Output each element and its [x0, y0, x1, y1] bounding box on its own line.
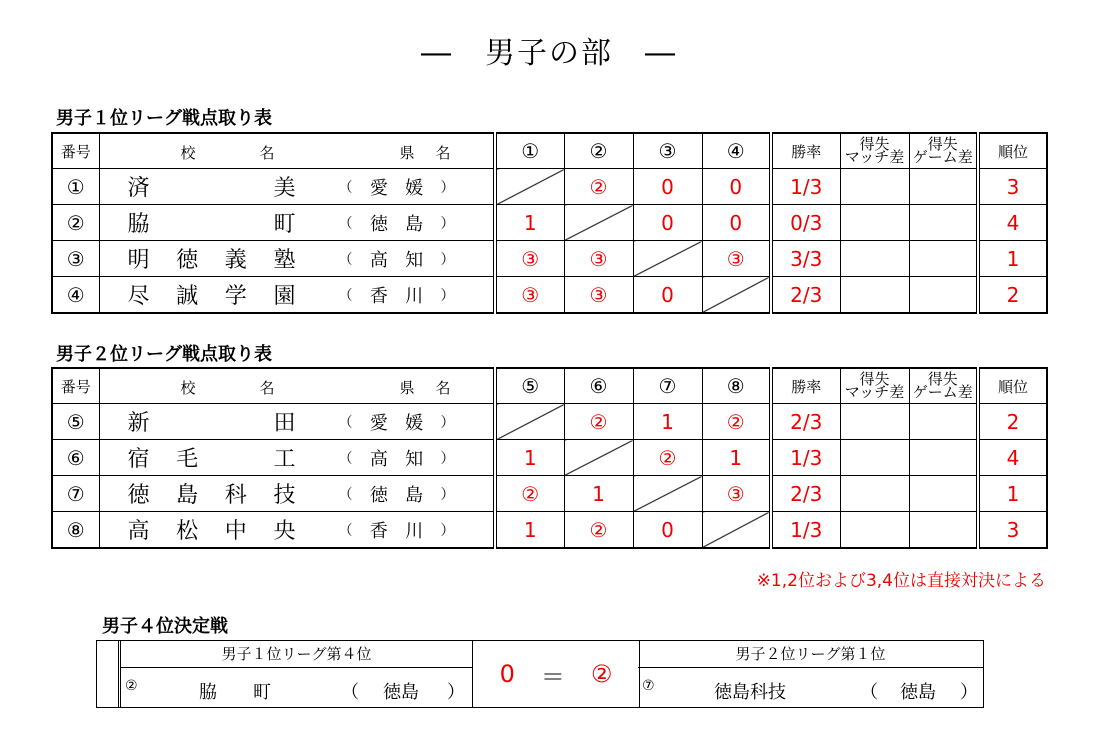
row-no: ⑤ — [52, 404, 99, 440]
header-col-1: ⑤ — [495, 368, 564, 404]
pref-char: 徳 — [369, 213, 388, 235]
final-left-pref: 徳島 — [383, 682, 419, 703]
rank: 4 — [978, 205, 1047, 241]
result-cell: ③ — [495, 277, 564, 314]
paren-open: （ — [338, 287, 353, 304]
match-diff — [840, 512, 909, 549]
game-diff — [909, 205, 978, 241]
table-row — [52, 512, 1047, 549]
team-name-char — [175, 207, 199, 238]
row-team — [99, 404, 495, 440]
result-cell: ③ — [564, 241, 633, 277]
paren-close: ） — [440, 287, 455, 304]
team-name — [127, 171, 297, 202]
team-prefecture — [339, 282, 455, 308]
table-row — [52, 169, 1047, 205]
header-match-diff-text: 得失 マッチ差 — [844, 135, 905, 166]
result-cell: 1 — [633, 404, 702, 440]
team-prefecture — [339, 481, 455, 507]
paren-close: ） — [440, 215, 455, 232]
result-cell: ② — [633, 440, 702, 476]
team-name-char: 松 — [176, 519, 199, 544]
header-rank: 順位 — [978, 133, 1047, 169]
rank: 1 — [978, 241, 1047, 277]
result-cell: ② — [564, 404, 633, 440]
pref-char: 媛 — [405, 412, 424, 434]
paren-open: （ — [338, 486, 353, 503]
win-rate: 1/3 — [771, 169, 840, 205]
team-name-char: 宿 — [127, 447, 150, 472]
final-left-paren-open: （ — [341, 682, 359, 703]
pref-char: 高 — [369, 448, 388, 470]
pref-char: 愛 — [369, 412, 388, 434]
team-name-char: 脇 — [127, 212, 150, 237]
game-diff — [909, 241, 978, 277]
paren-open: （ — [338, 522, 353, 539]
result-cell: ② — [564, 169, 633, 205]
pref-char: 知 — [405, 249, 424, 271]
result-cell: 1 — [495, 512, 564, 549]
team-prefecture — [339, 246, 455, 272]
win-rate: 2/3 — [771, 404, 840, 440]
final-score-left: 0 — [499, 660, 515, 688]
header-col-3: ⑦ — [633, 368, 702, 404]
table-row — [52, 205, 1047, 241]
row-no: ⑥ — [52, 440, 99, 476]
team-name-char: 徳 — [176, 248, 199, 273]
final-right-no: ⑦ — [642, 678, 655, 694]
header-game-diff — [909, 368, 978, 404]
row-team — [99, 169, 495, 205]
header-col-3: ③ — [633, 133, 702, 169]
paren-close: ） — [440, 414, 455, 431]
team-prefecture — [339, 174, 455, 200]
pref-char: 川 — [405, 285, 424, 307]
pref-char: 知 — [405, 448, 424, 470]
team-name — [127, 406, 297, 437]
diagonal-cell — [702, 512, 771, 549]
header-col-1: ① — [495, 133, 564, 169]
table-row — [52, 440, 1047, 476]
row-no: ③ — [52, 241, 99, 277]
game-diff — [909, 169, 978, 205]
match-diff — [840, 404, 909, 440]
pref-char: 香 — [369, 285, 388, 307]
header-match-diff-text: 得失 マッチ差 — [844, 370, 905, 401]
result-cell: ③ — [495, 241, 564, 277]
team-name-char: 尽 — [127, 284, 150, 309]
header-game-diff — [909, 133, 978, 169]
team-name-char: 毛 — [176, 447, 199, 472]
header-no: 番号 — [52, 368, 99, 404]
header-col-2: ⑥ — [564, 368, 633, 404]
team-prefecture — [339, 409, 455, 435]
header-school1: 校 — [180, 144, 196, 162]
win-rate: 2/3 — [771, 277, 840, 314]
team-name-char: 園 — [273, 284, 296, 309]
pref-char: 島 — [405, 484, 424, 506]
result-cell: 0 — [633, 512, 702, 549]
team-name-char: 塾 — [273, 248, 296, 273]
table-row — [52, 404, 1047, 440]
league2-table — [51, 367, 1048, 549]
rank: 3 — [978, 512, 1047, 549]
header-school2: 名 — [259, 379, 275, 397]
league1-title: 男子１位リーグ戦点取り表 — [56, 108, 272, 129]
team-name-char: 島 — [176, 483, 199, 508]
match-diff — [840, 440, 909, 476]
win-rate: 2/3 — [771, 476, 840, 512]
header-pref1: 県 — [399, 144, 415, 162]
match-diff — [840, 277, 909, 314]
header-game-diff-text: 得失 ゲーム差 — [912, 135, 973, 166]
header-school — [99, 368, 495, 404]
table-row — [52, 241, 1047, 277]
result-cell: 1 — [564, 476, 633, 512]
game-diff — [909, 476, 978, 512]
paren-open: （ — [338, 251, 353, 268]
team-name-char: 技 — [273, 483, 296, 508]
team-name-char — [224, 442, 248, 473]
team-name-char — [224, 171, 248, 202]
game-diff — [909, 277, 978, 314]
diagonal-cell — [495, 404, 564, 440]
team-name — [127, 279, 297, 310]
final-left-paren-close: ） — [447, 682, 465, 703]
team-name-char: 美 — [273, 176, 296, 201]
win-rate: 0/3 — [771, 205, 840, 241]
row-no: ⑧ — [52, 512, 99, 549]
team-name — [127, 207, 297, 238]
team-name-char: 央 — [273, 519, 296, 544]
paren-open: （ — [338, 215, 353, 232]
final-left-team — [121, 641, 472, 707]
pref-char: 媛 — [405, 177, 424, 199]
header-col-4: ④ — [702, 133, 771, 169]
final-left-header: 男子１位リーグ第４位 — [121, 641, 472, 668]
paren-close: ） — [440, 486, 455, 503]
row-team — [99, 476, 495, 512]
header-match-diff — [840, 368, 909, 404]
team-prefecture — [339, 517, 455, 543]
final-right-name: 徳島科技 — [714, 682, 786, 703]
diagonal-cell — [633, 476, 702, 512]
header-school — [99, 133, 495, 169]
result-cell: 1 — [495, 205, 564, 241]
rank: 2 — [978, 404, 1047, 440]
pref-char: 香 — [369, 520, 388, 542]
paren-close: ） — [440, 450, 455, 467]
league1-table — [51, 132, 1048, 314]
header-col-4: ⑧ — [702, 368, 771, 404]
paren-open: （ — [338, 414, 353, 431]
game-diff — [909, 440, 978, 476]
row-no: ⑦ — [52, 476, 99, 512]
header-rate: 勝率 — [771, 368, 840, 404]
final-score — [472, 641, 640, 707]
team-name-char: 義 — [224, 248, 247, 273]
result-cell: 0 — [633, 277, 702, 314]
pref-char: 愛 — [369, 177, 388, 199]
result-cell: 1 — [495, 440, 564, 476]
paren-close: ） — [440, 522, 455, 539]
win-rate: 1/3 — [771, 440, 840, 476]
game-diff — [909, 404, 978, 440]
result-cell: 1 — [702, 440, 771, 476]
team-name — [127, 243, 297, 274]
team-name-char: 新 — [127, 411, 150, 436]
final-left-name: 脇 町 — [199, 682, 271, 703]
pref-char: 島 — [405, 213, 424, 235]
team-name-char: 徳 — [127, 483, 150, 508]
result-cell: ③ — [702, 241, 771, 277]
diagonal-cell — [564, 205, 633, 241]
team-name-char: 学 — [224, 284, 247, 309]
team-name-char: 工 — [273, 447, 296, 472]
row-no: ④ — [52, 277, 99, 314]
row-no: ② — [52, 205, 99, 241]
row-team — [99, 512, 495, 549]
team-name-char — [224, 207, 248, 238]
page-title: ― 男子の部 ― — [421, 36, 677, 71]
final-score-right: ② — [590, 660, 613, 688]
header-school2: 名 — [259, 144, 275, 162]
header-match-diff — [840, 133, 909, 169]
match-diff — [840, 205, 909, 241]
paren-open: （ — [338, 450, 353, 467]
rank: 4 — [978, 440, 1047, 476]
match-diff — [840, 476, 909, 512]
team-name — [127, 442, 297, 473]
team-name-char — [224, 406, 248, 437]
row-team — [99, 440, 495, 476]
team-name-char: 田 — [273, 411, 296, 436]
result-cell: ② — [564, 512, 633, 549]
team-name-char: 済 — [127, 176, 150, 201]
final-right-paren-open: （ — [860, 682, 878, 703]
row-team — [99, 205, 495, 241]
result-cell: 0 — [633, 169, 702, 205]
tiebreak-note: ※1,2位および3,4位は直接対決による — [756, 571, 1046, 591]
win-rate: 1/3 — [771, 512, 840, 549]
paren-close: ） — [440, 179, 455, 196]
pref-char: 高 — [369, 249, 388, 271]
result-cell: 0 — [702, 169, 771, 205]
team-name — [127, 478, 297, 509]
row-no: ① — [52, 169, 99, 205]
row-team — [99, 241, 495, 277]
header-pref2: 名 — [435, 144, 451, 162]
match-diff — [840, 241, 909, 277]
header-school1: 校 — [180, 379, 196, 397]
result-cell: 0 — [702, 205, 771, 241]
final-left-no: ② — [125, 678, 138, 694]
diagonal-cell — [633, 241, 702, 277]
header-no: 番号 — [52, 133, 99, 169]
table-row — [52, 476, 1047, 512]
result-cell: ② — [495, 476, 564, 512]
team-name-char: 明 — [127, 248, 150, 273]
team-name-char — [175, 406, 199, 437]
diagonal-cell — [702, 277, 771, 314]
final-right-team — [638, 641, 983, 707]
team-name-char: 町 — [273, 212, 296, 237]
header-pref2: 名 — [435, 379, 451, 397]
header-rank: 順位 — [978, 368, 1047, 404]
team-name-char: 誠 — [176, 284, 199, 309]
diagonal-cell — [495, 169, 564, 205]
header-game-diff-text: 得失 ゲーム差 — [912, 370, 973, 401]
final-right-pref: 徳島 — [900, 682, 936, 703]
final-left-bar — [97, 641, 121, 707]
table-row — [52, 277, 1047, 314]
team-name-char: 中 — [224, 519, 247, 544]
header-col-2: ② — [564, 133, 633, 169]
team-name-char: 高 — [127, 519, 150, 544]
game-diff — [909, 512, 978, 549]
rank: 2 — [978, 277, 1047, 314]
league2-title: 男子２位リーグ戦点取り表 — [56, 344, 272, 365]
final-right-header: 男子２位リーグ第１位 — [638, 641, 983, 668]
header-pref1: 県 — [399, 379, 415, 397]
row-team — [99, 277, 495, 314]
header-rate: 勝率 — [771, 133, 840, 169]
team-name — [127, 514, 297, 545]
final-score-sep: ＝ — [540, 662, 565, 691]
pref-char: 徳 — [369, 484, 388, 506]
team-name-char: 科 — [224, 483, 247, 508]
win-rate: 3/3 — [771, 241, 840, 277]
paren-open: （ — [338, 179, 353, 196]
team-prefecture — [339, 210, 455, 236]
rank: 3 — [978, 169, 1047, 205]
result-cell: ③ — [702, 476, 771, 512]
result-cell: ③ — [564, 277, 633, 314]
final-title: 男子４位決定戦 — [102, 616, 228, 637]
pref-char: 川 — [405, 520, 424, 542]
paren-close: ） — [440, 251, 455, 268]
match-diff — [840, 169, 909, 205]
result-cell: ② — [702, 404, 771, 440]
team-prefecture — [339, 445, 455, 471]
final-right-paren-close: ） — [960, 682, 978, 703]
team-name-char — [175, 171, 199, 202]
result-cell: 0 — [633, 205, 702, 241]
diagonal-cell — [564, 440, 633, 476]
rank: 1 — [978, 476, 1047, 512]
final-match-box — [96, 640, 984, 708]
